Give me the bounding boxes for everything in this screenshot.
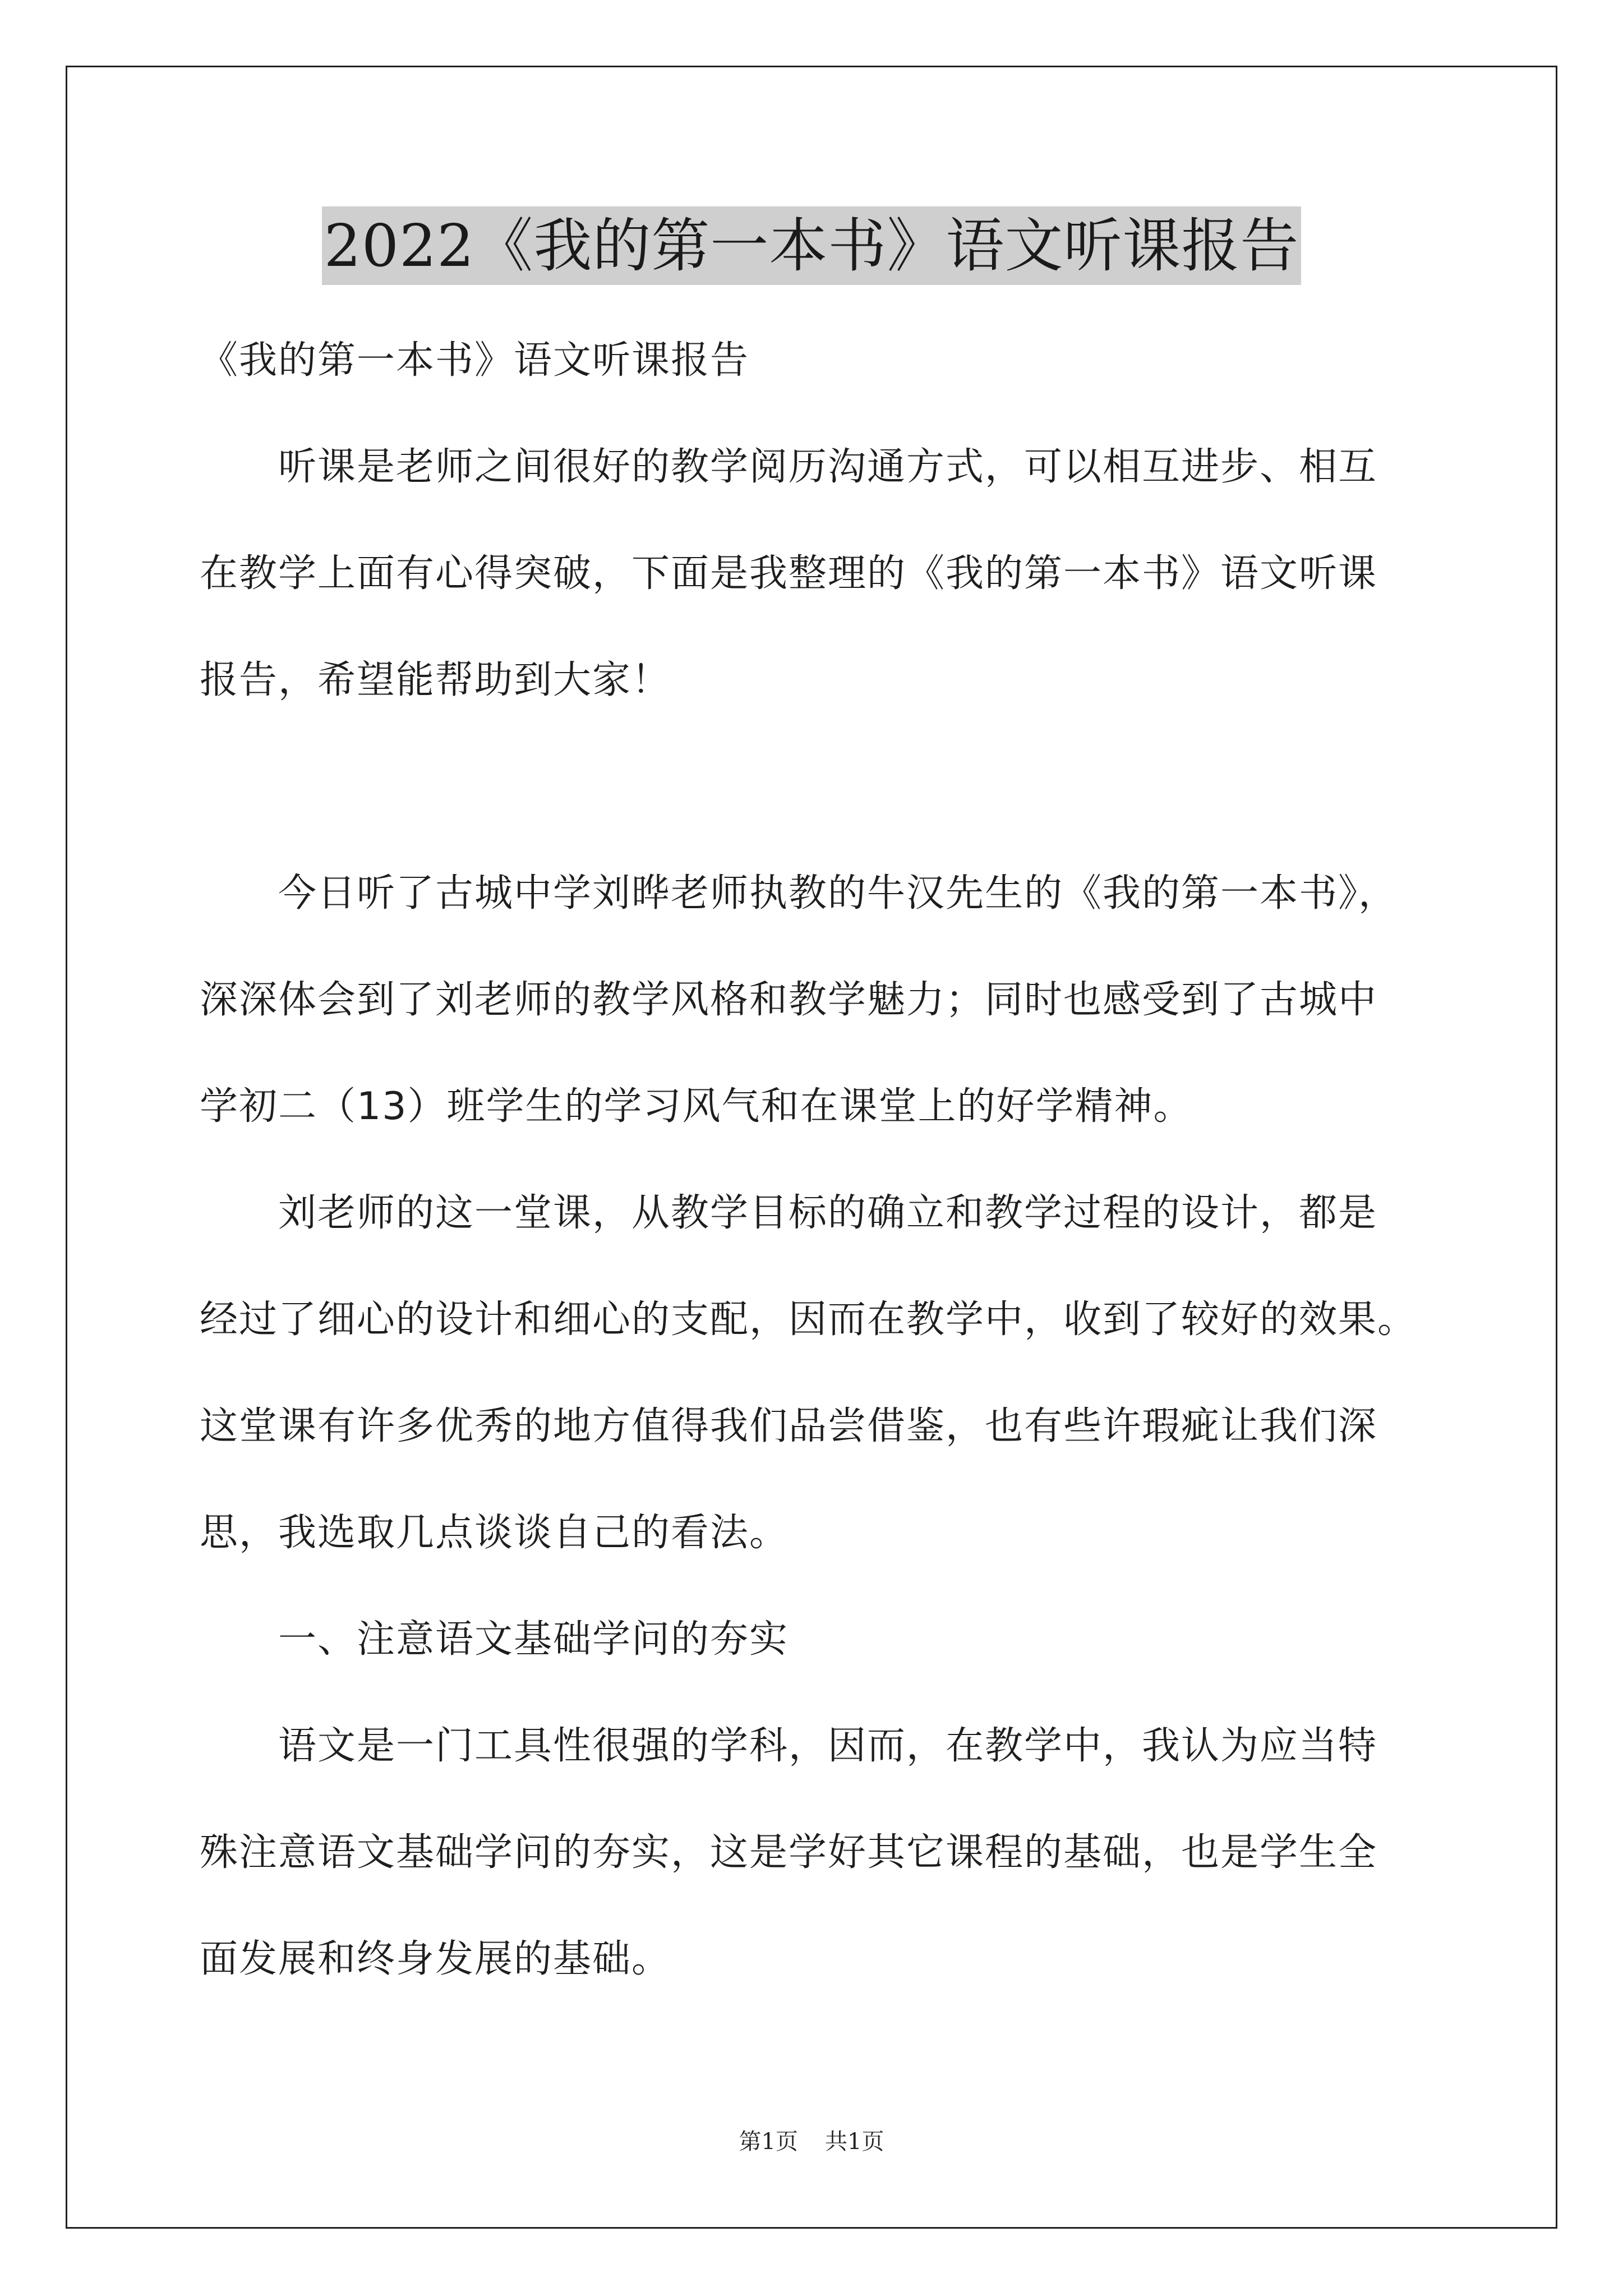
body-line: 报告，希望能帮助到大家！	[200, 658, 671, 702]
page-total: 共1页	[825, 2129, 884, 2155]
blank-line	[200, 734, 1422, 840]
body-line: 深深体会到了刘老师的教学风格和教学魅力；同时也感受到了古城中	[200, 978, 1378, 1022]
body-line: 思，我选取几点谈谈自己的看法。	[200, 1511, 789, 1555]
body-line: 这堂课有许多优秀的地方值得我们品尝借鉴，也有些许瑕疵让我们深	[200, 1404, 1378, 1448]
body-line: 语文是一门工具性很强的学科，因而，在教学中，我认为应当特	[278, 1724, 1378, 1768]
body-line: 经过了细心的设计和细心的支配，因而在教学中，收到了较好的效果。	[200, 1297, 1417, 1342]
body-line: 在教学上面有心得突破，下面是我整理的《我的第一本书》语文听课	[200, 551, 1378, 596]
body-line: 殊注意语文基础学问的夯实，这是学好其它课程的基础，也是学生全	[200, 1830, 1378, 1875]
document-title: 2022《我的第一本书》语文听课报告	[322, 206, 1302, 285]
body-line: 听课是老师之间很好的教学阅历沟通方式，可以相互进步、相互	[278, 445, 1378, 489]
page-number: 第1页	[739, 2129, 798, 2155]
title-area	[0, 206, 1623, 285]
document-body	[200, 307, 1422, 2013]
page-footer	[0, 2126, 1623, 2157]
body-line: 面发展和终身发展的基础。	[200, 1937, 671, 1981]
section-heading: 一、注意语文基础学问的夯实	[278, 1617, 789, 1662]
body-line: 刘老师的这一堂课，从教学目标的确立和教学过程的设计，都是	[278, 1191, 1378, 1235]
body-line: 学初二（13）班学生的学习风气和在课堂上的好学精神。	[200, 1084, 1193, 1129]
body-line: 今日听了古城中学刘晔老师执教的牛汉先生的《我的第一本书》，	[278, 871, 1398, 915]
body-line: 《我的第一本书》语文听课报告	[200, 338, 750, 383]
